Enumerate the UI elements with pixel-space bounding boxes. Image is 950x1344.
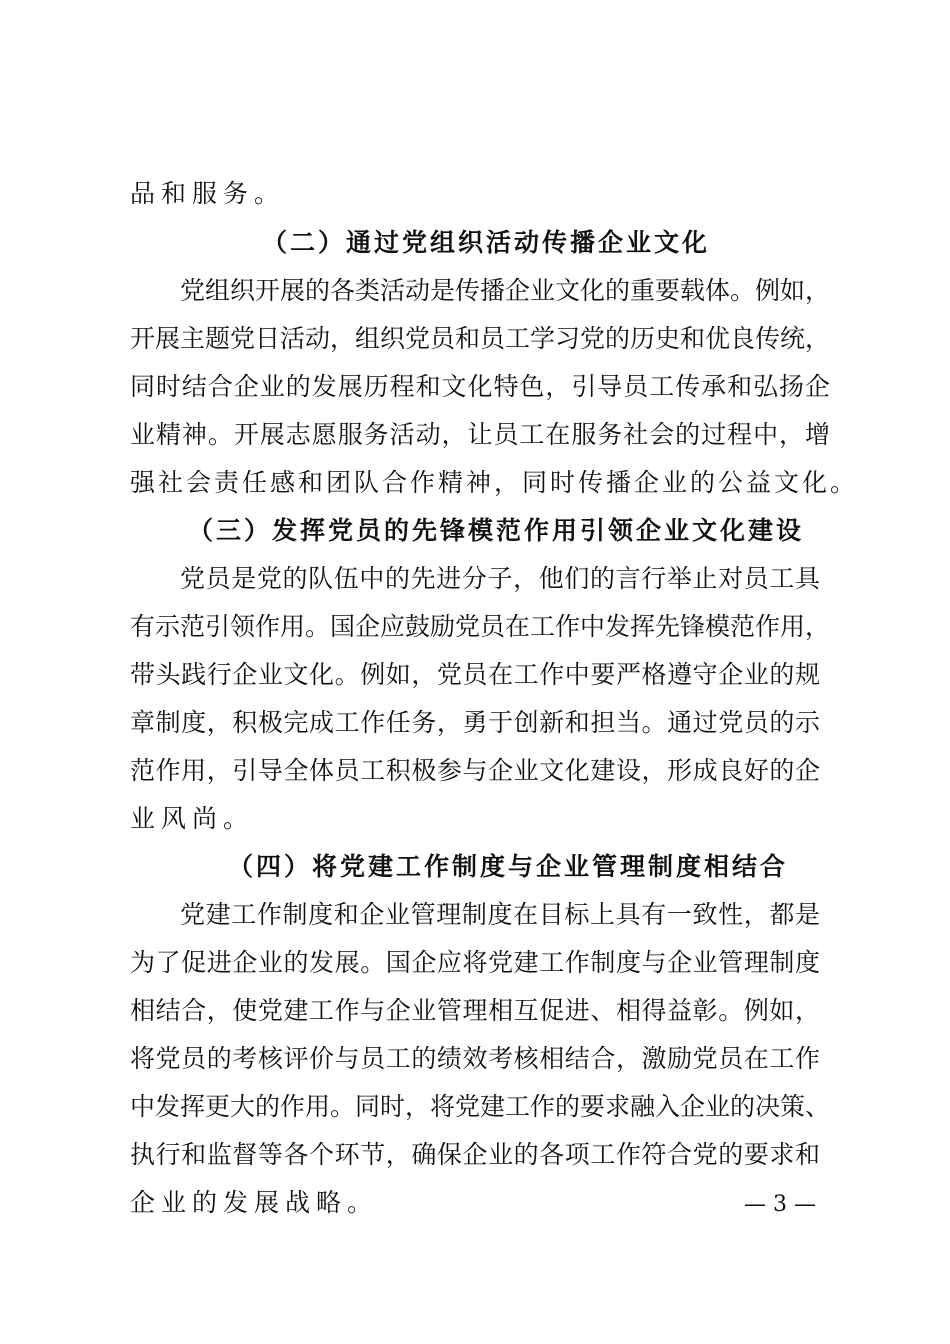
paragraph-line: 相结合，使党建工作与企业管理相互促进、相得益彰。例如， — [130, 996, 820, 1025]
paragraph-line: 强社会责任感和团队合作精神，同时传播企业的公益文化。 — [130, 468, 859, 497]
paragraph-line: 业精神。开展志愿服务活动，让员工在服务社会的过程中，增 — [130, 420, 830, 449]
paragraph-line: 党组织开展的各类活动是传播企业文化的重要载体。例如， — [180, 276, 831, 305]
paragraph-line: 中发挥更大的作用。同时，将党建工作的要求融入企业的决策、 — [130, 1092, 831, 1121]
paragraph-line: 业风尚。 — [130, 804, 255, 833]
paragraph-line: 章制度，积极完成工作任务，勇于创新和担当。通过党员的示 — [130, 708, 820, 737]
section-heading-2: （二）通过党组织活动传播企业文化 — [262, 228, 711, 257]
paragraph-line: 带头践行企业文化。例如，党员在工作中要严格遵守企业的规 — [130, 660, 820, 689]
paragraph-line: 党建工作制度和企业管理制度在目标上具有一致性，都是 — [180, 900, 820, 929]
section-heading-3: （三）发挥党员的先锋模范作用引领企业文化建设 — [188, 516, 805, 545]
section-heading-4: （四）将党建工作制度与企业管理制度相结合 — [228, 852, 789, 881]
paragraph-line: 执行和监督等各个环节，确保企业的各项工作符合党的要求和 — [130, 1140, 820, 1169]
paragraph-line: 品和服务。 — [130, 179, 286, 208]
page-number: — 3 — — [744, 1192, 816, 1217]
paragraph-line: 企业的发展战略。 — [130, 1188, 379, 1217]
paragraph-line: 范作用，引导全体员工积极参与企业文化建设，形成良好的企 — [130, 756, 820, 785]
paragraph-line: 将党员的考核评价与员工的绩效考核相结合，激励党员在工作 — [130, 1044, 820, 1073]
paragraph-line: 为了促进企业的发展。国企应将党建工作制度与企业管理制度 — [130, 948, 820, 977]
paragraph-line: 开展主题党日活动，组织党员和员工学习党的历史和优良传统， — [130, 324, 831, 353]
paragraph-line: 有示范引领作用。国企应鼓励党员在工作中发挥先锋模范作用， — [130, 612, 831, 641]
paragraph-line: 党员是党的队伍中的先进分子，他们的言行举止对员工具 — [180, 564, 820, 593]
paragraph-line: 同时结合企业的发展历程和文化特色，引导员工传承和弘扬企 — [130, 372, 830, 401]
